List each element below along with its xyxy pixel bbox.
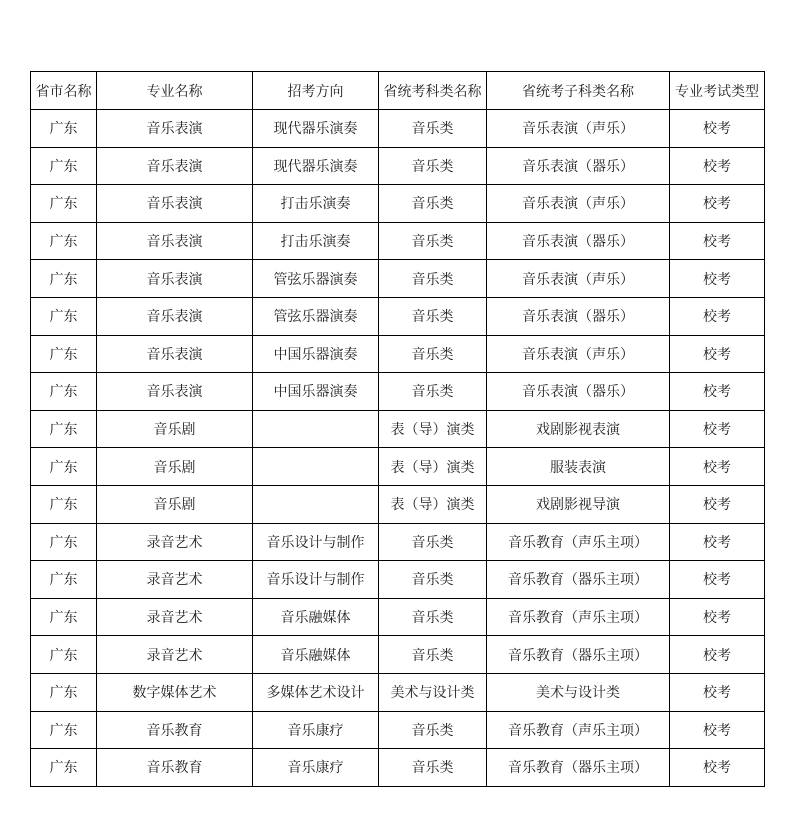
cell-exam-category: 音乐类 — [379, 636, 487, 674]
cell-direction: 音乐融媒体 — [253, 636, 379, 674]
cell-exam-type: 校考 — [670, 185, 765, 223]
cell-exam-subcategory: 音乐表演（声乐） — [487, 335, 670, 373]
cell-exam-subcategory: 音乐表演（声乐） — [487, 110, 670, 148]
cell-exam-category: 音乐类 — [379, 598, 487, 636]
cell-direction: 打击乐演奏 — [253, 222, 379, 260]
cell-direction — [253, 410, 379, 448]
header-direction: 招考方向 — [253, 72, 379, 110]
table-row — [31, 673, 765, 711]
cell-province: 广东 — [31, 598, 97, 636]
table-row — [31, 297, 765, 335]
cell-exam-category: 音乐类 — [379, 260, 487, 298]
table-row — [31, 410, 765, 448]
cell-province: 广东 — [31, 335, 97, 373]
cell-direction: 现代器乐演奏 — [253, 147, 379, 185]
cell-exam-category: 美术与设计类 — [379, 673, 487, 711]
table-body — [31, 110, 765, 787]
cell-exam-subcategory: 音乐教育（器乐主项） — [487, 749, 670, 787]
cell-major: 录音艺术 — [97, 636, 253, 674]
cell-province: 广东 — [31, 185, 97, 223]
cell-province: 广东 — [31, 448, 97, 486]
cell-direction: 中国乐器演奏 — [253, 335, 379, 373]
cell-exam-type: 校考 — [670, 410, 765, 448]
cell-exam-category: 音乐类 — [379, 711, 487, 749]
table-row — [31, 110, 765, 148]
cell-direction: 音乐融媒体 — [253, 598, 379, 636]
cell-province: 广东 — [31, 373, 97, 411]
cell-major: 录音艺术 — [97, 598, 253, 636]
cell-exam-subcategory: 美术与设计类 — [487, 673, 670, 711]
cell-direction — [253, 485, 379, 523]
cell-province: 广东 — [31, 297, 97, 335]
cell-exam-subcategory: 戏剧影视表演 — [487, 410, 670, 448]
enrollment-table-sheet — [30, 71, 765, 787]
cell-direction: 管弦乐器演奏 — [253, 260, 379, 298]
cell-direction: 音乐设计与制作 — [253, 523, 379, 561]
cell-province: 广东 — [31, 711, 97, 749]
cell-exam-type: 校考 — [670, 335, 765, 373]
cell-direction: 音乐康疗 — [253, 711, 379, 749]
cell-major: 音乐表演 — [97, 185, 253, 223]
cell-exam-subcategory: 音乐表演（声乐） — [487, 185, 670, 223]
cell-exam-subcategory: 音乐表演（器乐） — [487, 222, 670, 260]
cell-major: 录音艺术 — [97, 523, 253, 561]
table-row — [31, 147, 765, 185]
cell-exam-subcategory: 音乐教育（声乐主项） — [487, 598, 670, 636]
cell-exam-category: 音乐类 — [379, 373, 487, 411]
cell-province: 广东 — [31, 485, 97, 523]
cell-exam-type: 校考 — [670, 297, 765, 335]
cell-major: 音乐表演 — [97, 373, 253, 411]
cell-province: 广东 — [31, 749, 97, 787]
table-row — [31, 222, 765, 260]
cell-exam-category: 音乐类 — [379, 185, 487, 223]
cell-exam-category: 音乐类 — [379, 147, 487, 185]
cell-exam-subcategory: 戏剧影视导演 — [487, 485, 670, 523]
cell-exam-category: 音乐类 — [379, 561, 487, 599]
cell-exam-type: 校考 — [670, 110, 765, 148]
cell-major: 音乐教育 — [97, 749, 253, 787]
cell-major: 音乐剧 — [97, 485, 253, 523]
header-exam-category: 省统考科类名称 — [379, 72, 487, 110]
cell-exam-type: 校考 — [670, 147, 765, 185]
cell-exam-type: 校考 — [670, 673, 765, 711]
cell-major: 音乐表演 — [97, 297, 253, 335]
cell-direction: 音乐设计与制作 — [253, 561, 379, 599]
cell-exam-subcategory: 音乐教育（声乐主项） — [487, 523, 670, 561]
cell-direction: 打击乐演奏 — [253, 185, 379, 223]
header-province: 省市名称 — [31, 72, 97, 110]
table-header-row — [31, 72, 765, 110]
cell-exam-subcategory: 音乐表演（器乐） — [487, 373, 670, 411]
cell-province: 广东 — [31, 636, 97, 674]
cell-exam-type: 校考 — [670, 598, 765, 636]
cell-major: 音乐表演 — [97, 222, 253, 260]
cell-province: 广东 — [31, 561, 97, 599]
table-row — [31, 260, 765, 298]
cell-province: 广东 — [31, 673, 97, 711]
cell-exam-category: 音乐类 — [379, 523, 487, 561]
table-row — [31, 749, 765, 787]
cell-exam-category: 音乐类 — [379, 222, 487, 260]
cell-direction: 音乐康疗 — [253, 749, 379, 787]
cell-exam-type: 校考 — [670, 222, 765, 260]
header-exam-type: 专业考试类型 — [670, 72, 765, 110]
cell-direction — [253, 448, 379, 486]
cell-province: 广东 — [31, 410, 97, 448]
cell-major: 音乐表演 — [97, 147, 253, 185]
cell-exam-subcategory: 音乐教育（器乐主项） — [487, 561, 670, 599]
table-row — [31, 373, 765, 411]
cell-province: 广东 — [31, 260, 97, 298]
cell-province: 广东 — [31, 147, 97, 185]
cell-major: 音乐表演 — [97, 260, 253, 298]
cell-major: 音乐剧 — [97, 410, 253, 448]
cell-province: 广东 — [31, 110, 97, 148]
cell-province: 广东 — [31, 523, 97, 561]
table-row — [31, 561, 765, 599]
cell-exam-type: 校考 — [670, 711, 765, 749]
major-exam-table — [30, 71, 765, 787]
cell-exam-category: 音乐类 — [379, 335, 487, 373]
cell-exam-type: 校考 — [670, 373, 765, 411]
cell-exam-type: 校考 — [670, 636, 765, 674]
cell-direction: 现代器乐演奏 — [253, 110, 379, 148]
cell-exam-subcategory: 音乐教育（声乐主项） — [487, 711, 670, 749]
cell-exam-category: 表（导）演类 — [379, 448, 487, 486]
cell-exam-category: 音乐类 — [379, 749, 487, 787]
table-row — [31, 485, 765, 523]
cell-major: 录音艺术 — [97, 561, 253, 599]
header-exam-subcategory: 省统考子科类名称 — [487, 72, 670, 110]
cell-exam-subcategory: 音乐表演（器乐） — [487, 147, 670, 185]
cell-exam-type: 校考 — [670, 561, 765, 599]
cell-exam-subcategory: 音乐表演（器乐） — [487, 297, 670, 335]
header-major: 专业名称 — [97, 72, 253, 110]
cell-province: 广东 — [31, 222, 97, 260]
cell-exam-subcategory: 服装表演 — [487, 448, 670, 486]
cell-exam-type: 校考 — [670, 448, 765, 486]
cell-exam-category: 表（导）演类 — [379, 485, 487, 523]
cell-direction: 多媒体艺术设计 — [253, 673, 379, 711]
cell-exam-subcategory: 音乐教育（器乐主项） — [487, 636, 670, 674]
cell-major: 数字媒体艺术 — [97, 673, 253, 711]
cell-exam-type: 校考 — [670, 260, 765, 298]
cell-direction: 中国乐器演奏 — [253, 373, 379, 411]
table-row — [31, 598, 765, 636]
cell-direction: 管弦乐器演奏 — [253, 297, 379, 335]
table-row — [31, 636, 765, 674]
cell-exam-category: 表（导）演类 — [379, 410, 487, 448]
table-row — [31, 523, 765, 561]
cell-major: 音乐表演 — [97, 110, 253, 148]
table-row — [31, 711, 765, 749]
cell-major: 音乐表演 — [97, 335, 253, 373]
table-row — [31, 185, 765, 223]
cell-exam-type: 校考 — [670, 523, 765, 561]
cell-major: 音乐剧 — [97, 448, 253, 486]
cell-exam-subcategory: 音乐表演（声乐） — [487, 260, 670, 298]
table-row — [31, 335, 765, 373]
cell-exam-type: 校考 — [670, 485, 765, 523]
table-row — [31, 448, 765, 486]
cell-exam-category: 音乐类 — [379, 110, 487, 148]
cell-major: 音乐教育 — [97, 711, 253, 749]
cell-exam-category: 音乐类 — [379, 297, 487, 335]
cell-exam-type: 校考 — [670, 749, 765, 787]
